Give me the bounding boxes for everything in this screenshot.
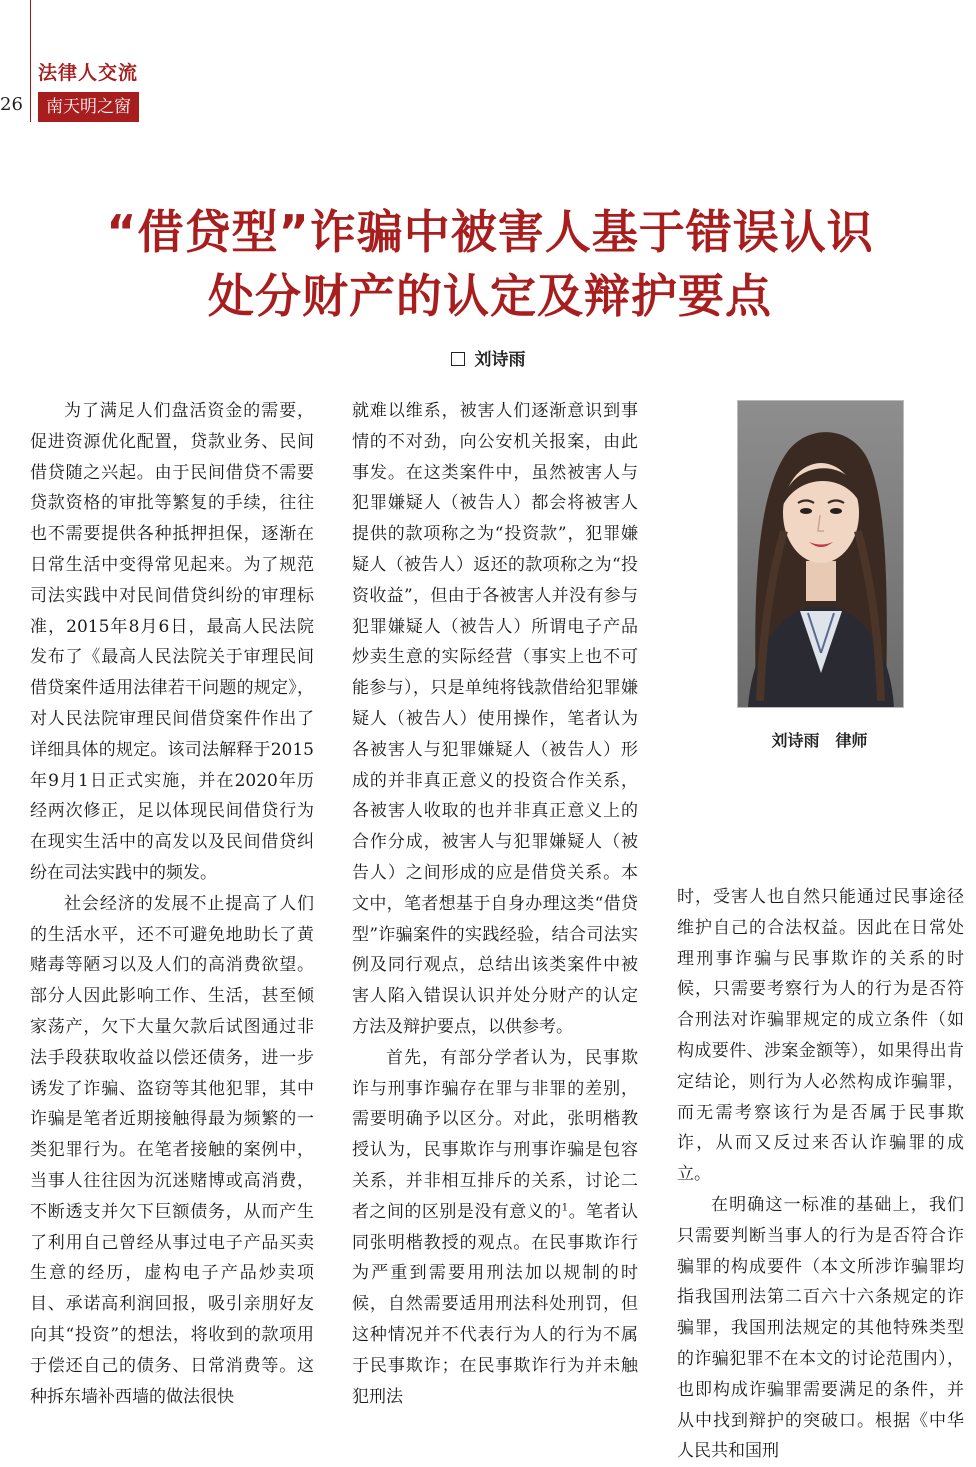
text-column-3 — [677, 882, 964, 1467]
text-column-2 — [352, 396, 638, 1412]
footnote-marker: 1 — [561, 1202, 569, 1214]
photo-caption: 刘诗雨 律师 — [771, 731, 868, 750]
paragraph: 社会经济的发展不止提高了人们的生活水平，还不可避免地助长了黄赌毒等陋习以及人们的高消费欲望。部分人因此影响工作、生活，甚至倾家荡产，欠下大量欠款后试图通过非法手段获取收益以偿还债务，进一步诱发了诈骗、盗窃等其他犯罪，其中诈骗是笔者近期接触得最为频繁的一类犯罪行为。在笔者接触的案例中，当事人往往因为沉迷赌博或高消费，不断透支并欠下巨额债务，从而产生了利用自己曾经从事过电子产品买卖生意的经历，虚构电子产品炒卖项目、承诺高利润回报，吸引亲朋好友向其“投资”的想法，将收到的款项用于偿还自己的债务、日常消费等。这种拆东墙补西墙的做法很快 — [30, 893, 314, 1407]
paragraph: 在明确这一标准的基础上，我们只需要判断当事人的行为是否符合诈骗罪的构成要件（本文所涉诈骗罪均指我国刑法第二百六十六条规定的诈骗罪，我国刑法规定的其他特殊类型的诈骗犯罪不在本文的讨论范围内），也即构成诈骗罪需要满足的条件，并从中找到辩护的突破口。根据《中华人民共和国刑 — [677, 1194, 964, 1462]
page-number: 26 — [0, 94, 23, 115]
paragraph-text: 。笔者认同张明楷教授的观点。在民事欺诈行为严重到需要用刑法加以规制的时候，自然需要适用刑法科处刑罚，但这种情况并不代表行为人的行为不属于民事欺诈；在民事欺诈行为并未触犯刑法 — [352, 1201, 638, 1407]
byline-box-icon — [451, 352, 465, 366]
paragraph: 就难以维系，被害人们逐渐意识到事情的不对劲，向公安机关报案，由此事发。在这类案件中，虽然被害人与犯罪嫌疑人（被告人）都会将被害人提供的款项称之为“投资款”，犯罪嫌疑人（被告人）返还的款项称之为“投资收益”，但由于各被害人并没有参与犯罪嫌疑人（被告人）所谓电子产品炒卖生意的实际经营（事实上也不可能参与），只是单纯将钱款借给犯罪嫌疑人（被告人）使用操作，笔者认为各被害人与犯罪嫌疑人（被告人）形成的并非真正意义的投资合作关系，各被害人收取的也并非真正意义上的合作分成，被害人与犯罪嫌疑人（被告人）之间形成的应是借贷关系。本文中，笔者想基于自身办理这类“借贷型”诈骗案件的实践经验，结合司法实例及同行观点，总结出该类案件中被害人陷入错误认识并处分财产的认定方法及辩护要点，以供参考。 — [352, 401, 638, 1037]
paragraph-text: 首先，有部分学者认为，民事欺诈与刑事诈骗存在罪与非罪的差别，需要明确予以区分。对此，张明楷教授认为，民事欺诈与刑事诈骗是包容关系，并非相互排斥的关系，讨论二者之间的区别是没有意义的 — [352, 1047, 638, 1222]
text-column-1 — [30, 396, 314, 1412]
header-rule — [30, 0, 31, 122]
portrait-illustration — [738, 401, 903, 707]
byline — [0, 345, 976, 370]
section-label: 法律人交流 — [38, 62, 139, 84]
article-title-line-1: “借贷型”诈骗中被害人基于错误认识 — [106, 205, 874, 259]
article-title-line-2: 处分财产的认定及辩护要点 — [208, 269, 772, 323]
paragraph: 为了满足人们盘活资金的需要，促进资源优化配置，贷款业务、民间借贷随之兴起。由于民间借贷不需要贷款资格的审批等繁复的手续，往往也不需要提供各种抵押担保，逐渐在日常生活中变得常见起来。为了规范司法实践中对民间借贷纠纷的审理标准，2015年8月6日，最高人民法院发布了《最高人民法院关于审理民间借贷案件适用法律若干问题的规定》，对人民法院审理民间借贷案件作出了详细具体的规定。该司法解释于2015年9月1日正式实施，并在2020年历经两次修正，足以体现民间借贷行为在现实生活中的高发以及民间借贷纠纷在司法实践中的频发。 — [30, 401, 314, 883]
author-photo — [737, 400, 904, 708]
author-name: 刘诗雨 — [474, 350, 526, 370]
column-tag: 南天明之窗 — [38, 92, 139, 122]
paragraph — [352, 1043, 638, 1413]
paragraph: 时，受害人也自然只能通过民事途径维护自己的合法权益。因此在日常处理刑事诈骗与民事欺诈的关系的时候，只需要考察行为人的行为是否符合刑法对诈骗罪规定的成立条件（如构成要件、涉案金额等），如果得出肯定结论，则行为人必然构成诈骗罪，而无需考察该行为是否属于民事欺诈，从而又反过来否认诈骗罪的成立。 — [677, 887, 964, 1185]
